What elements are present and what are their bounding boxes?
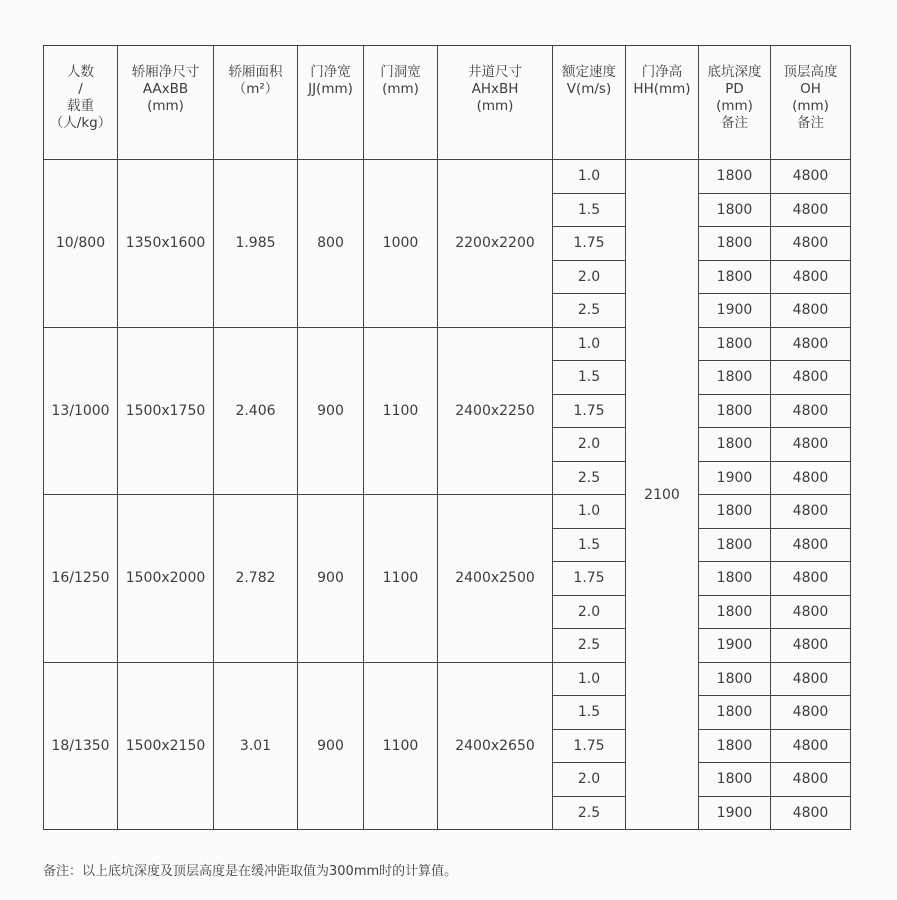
header-line: /	[78, 81, 83, 97]
cell-rated-speed: 2.0	[553, 428, 626, 462]
cell-pit-depth: 1800	[699, 227, 771, 261]
cell-pit-depth: 1900	[699, 629, 771, 663]
cell-overhead-height: 4800	[771, 662, 851, 696]
cell-pit-depth: 1900	[699, 796, 771, 830]
cell-door-opening-width: 1100	[364, 327, 438, 495]
header-line: 底坑深度	[707, 64, 762, 80]
header-line: 门洞宽	[380, 64, 421, 80]
cell-pit-depth: 1800	[699, 361, 771, 395]
header-line: OH	[800, 81, 821, 97]
cell-rated-speed: 1.0	[553, 662, 626, 696]
header-line: 备注	[797, 115, 824, 131]
header-line: JJ(mm)	[308, 81, 353, 97]
cell-overhead-height: 4800	[771, 763, 851, 797]
cell-rated-speed: 1.5	[553, 361, 626, 395]
cell-car-area: 2.782	[214, 495, 298, 663]
header-line: 备注	[721, 115, 748, 131]
cell-door-clear-width: 800	[298, 160, 364, 328]
header-line: (mm)	[147, 98, 184, 114]
cell-door-clear-width: 900	[298, 327, 364, 495]
header-car-area	[214, 46, 298, 160]
cell-car-size: 1500x1750	[118, 327, 214, 495]
cell-car-area: 3.01	[214, 662, 298, 830]
cell-door-opening-width: 1100	[364, 495, 438, 663]
cell-rated-speed: 2.5	[553, 461, 626, 495]
cell-rated-speed: 2.5	[553, 796, 626, 830]
cell-rated-speed: 1.5	[553, 696, 626, 730]
cell-rated-speed: 1.75	[553, 729, 626, 763]
header-line: 额定速度	[562, 64, 616, 80]
cell-overhead-height: 4800	[771, 294, 851, 328]
cell-rated-speed: 2.0	[553, 595, 626, 629]
cell-pit-depth: 1800	[699, 729, 771, 763]
cell-overhead-height: 4800	[771, 260, 851, 294]
cell-shaft-size: 2200x2200	[438, 160, 553, 328]
cell-overhead-height: 4800	[771, 361, 851, 395]
cell-overhead-height: 4800	[771, 528, 851, 562]
header-line: V(m/s)	[566, 81, 612, 97]
header-car-size	[118, 46, 214, 160]
cell-car-area: 2.406	[214, 327, 298, 495]
table-body	[44, 160, 851, 830]
header-line: AAxBB	[142, 81, 189, 97]
cell-rated-speed: 1.0	[553, 327, 626, 361]
cell-people-load: 13/1000	[44, 327, 118, 495]
cell-door-clear-width: 900	[298, 662, 364, 830]
cell-overhead-height: 4800	[771, 193, 851, 227]
cell-door-opening-width: 1100	[364, 662, 438, 830]
cell-pit-depth: 1800	[699, 696, 771, 730]
header-line: PD	[725, 81, 744, 97]
header-line: 轿厢净尺寸	[131, 64, 200, 80]
cell-overhead-height: 4800	[771, 696, 851, 730]
header-line: 顶层高度	[783, 64, 838, 80]
header-rated-speed	[553, 46, 626, 160]
cell-rated-speed: 2.5	[553, 629, 626, 663]
cell-car-size: 1500x2150	[118, 662, 214, 830]
cell-pit-depth: 1800	[699, 193, 771, 227]
header-row	[44, 46, 851, 160]
cell-rated-speed: 1.75	[553, 562, 626, 596]
header-pit-depth	[699, 46, 771, 160]
cell-shaft-size: 2400x2500	[438, 495, 553, 663]
header-people-load	[44, 46, 118, 160]
cell-door-opening-width: 1000	[364, 160, 438, 328]
header-door-clear-width	[298, 46, 364, 160]
table-row	[44, 662, 851, 696]
footnote: 备注：以上底坑深度及顶层高度是在缓冲距取值为300mm时的计算值。	[43, 864, 458, 879]
cell-pit-depth: 1900	[699, 294, 771, 328]
cell-car-size: 1500x2000	[118, 495, 214, 663]
cell-pit-depth: 1900	[699, 461, 771, 495]
header-line: (mm)	[792, 98, 829, 114]
header-line: 载重	[67, 98, 94, 114]
cell-overhead-height: 4800	[771, 227, 851, 261]
cell-overhead-height: 4800	[771, 595, 851, 629]
header-overhead-height	[771, 46, 851, 160]
cell-pit-depth: 1800	[699, 595, 771, 629]
header-line: 门净高	[641, 64, 683, 80]
header-line: （m²）	[232, 81, 279, 97]
cell-overhead-height: 4800	[771, 729, 851, 763]
table-row	[44, 495, 851, 529]
header-line: 门净宽	[310, 64, 351, 80]
cell-rated-speed: 2.0	[553, 763, 626, 797]
cell-shaft-size: 2400x2250	[438, 327, 553, 495]
cell-people-load: 10/800	[44, 160, 118, 328]
cell-overhead-height: 4800	[771, 461, 851, 495]
cell-rated-speed: 1.75	[553, 227, 626, 261]
cell-car-size: 1350x1600	[118, 160, 214, 328]
cell-pit-depth: 1800	[699, 160, 771, 194]
cell-pit-depth: 1800	[699, 495, 771, 529]
cell-rated-speed: 2.0	[553, 260, 626, 294]
cell-rated-speed: 1.0	[553, 495, 626, 529]
cell-shaft-size: 2400x2650	[438, 662, 553, 830]
cell-overhead-height: 4800	[771, 562, 851, 596]
header-line: 井道尺寸	[468, 64, 522, 80]
cell-rated-speed: 1.0	[553, 160, 626, 194]
table-row	[44, 327, 851, 361]
spec-table-container	[43, 45, 851, 830]
cell-pit-depth: 1800	[699, 394, 771, 428]
header-line: AHxBH	[471, 81, 519, 97]
cell-pit-depth: 1800	[699, 562, 771, 596]
header-door-clear-height	[626, 46, 699, 160]
cell-rated-speed: 1.5	[553, 193, 626, 227]
cell-people-load: 16/1250	[44, 495, 118, 663]
cell-pit-depth: 1800	[699, 528, 771, 562]
cell-pit-depth: 1800	[699, 662, 771, 696]
cell-door-clear-width: 900	[298, 495, 364, 663]
header-line: (mm)	[716, 98, 753, 114]
cell-overhead-height: 4800	[771, 495, 851, 529]
cell-overhead-height: 4800	[771, 394, 851, 428]
cell-overhead-height: 4800	[771, 327, 851, 361]
cell-pit-depth: 1800	[699, 428, 771, 462]
header-line: (mm)	[476, 98, 514, 114]
cell-car-area: 1.985	[214, 160, 298, 328]
table-row	[44, 160, 851, 194]
cell-door-clear-height: 2100	[626, 160, 699, 830]
header-shaft-size	[438, 46, 553, 160]
header-line: 人数	[67, 64, 94, 80]
cell-overhead-height: 4800	[771, 629, 851, 663]
cell-people-load: 18/1350	[44, 662, 118, 830]
cell-rated-speed: 1.5	[553, 528, 626, 562]
cell-rated-speed: 2.5	[553, 294, 626, 328]
cell-pit-depth: 1800	[699, 327, 771, 361]
cell-pit-depth: 1800	[699, 260, 771, 294]
cell-rated-speed: 1.75	[553, 394, 626, 428]
header-line: HH(mm)	[633, 81, 691, 97]
header-door-opening-width	[364, 46, 438, 160]
header-line: 轿厢面积	[228, 64, 283, 80]
elevator-spec-table	[43, 45, 851, 830]
cell-pit-depth: 1800	[699, 763, 771, 797]
cell-overhead-height: 4800	[771, 428, 851, 462]
cell-overhead-height: 4800	[771, 796, 851, 830]
cell-overhead-height: 4800	[771, 160, 851, 194]
header-line: （人/kg）	[49, 115, 112, 131]
header-line: (mm)	[382, 81, 419, 97]
